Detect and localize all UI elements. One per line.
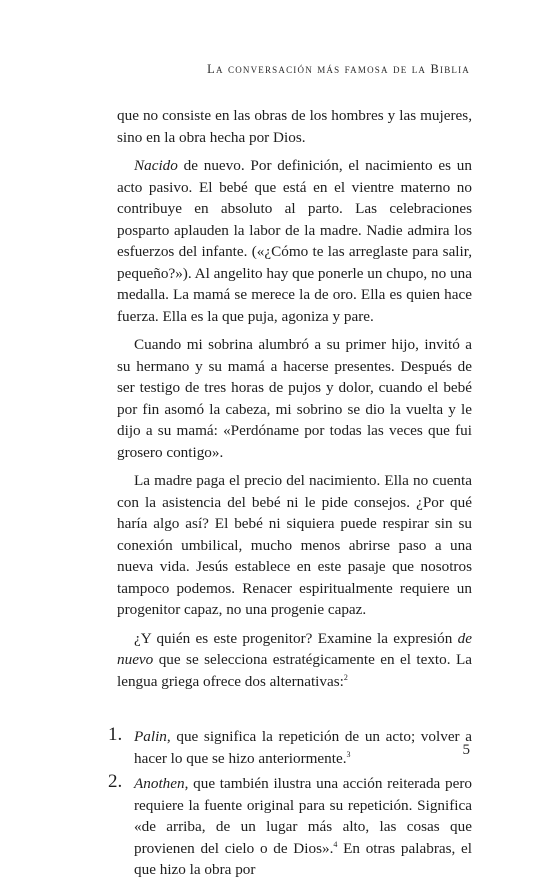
footnote-ref-4: 4 <box>333 839 338 849</box>
paragraph-1: que no consiste en las obras de los hombres y las mujeres, sino en la obra hecha por Dios. <box>117 107 472 146</box>
paragraph-3: Cuando mi sobrina alumbró a su primer hijo, invitó a su hermano y su mamá a hacerse presentes. Después de ser testigo de tres horas de pujos y dolor, cuando el bebé por fin asomó la cabeza, mi sobrino se dio la vuelta y le dijo a su mamá: «Perdóname por todas las veces que fui grosero contigo». <box>117 336 472 461</box>
paragraph-5-text-b: que se selecciona estratégicamente en el texto. La lengua griega ofrece dos alternativas: <box>117 651 472 690</box>
list-item-text: , que también ilustra una acción reiterada pero requiere la fuente original para su repetición. Significa «de arriba, de un lugar más alto, las cosas que provienen del cielo o de Dios». <box>134 775 472 857</box>
footnote-ref-2: 2 <box>343 672 348 682</box>
emphasis-de-nuevo: de nuevo <box>117 629 472 668</box>
list-item-text-cont: En otras palabras, el que hizo la obra por <box>134 839 473 878</box>
list-item-text: , que significa la repetición de un acto; volver a hacer lo que se hizo anteriormente. <box>134 728 472 767</box>
list-number: 2. <box>108 771 123 792</box>
page-number: 5 <box>462 742 470 758</box>
footnote-ref-3: 3 <box>346 749 351 759</box>
term-palin: Palin <box>134 728 167 745</box>
list-item <box>108 724 472 769</box>
list-number: 1. <box>108 724 123 745</box>
paragraph-2 <box>117 155 472 327</box>
body-text <box>108 105 473 885</box>
paragraph-2-text: de nuevo. Por definición, el nacimiento es un acto pasivo. El bebé que está en el vientre materno no contribuye en absoluto al parto. Las celebraciones posparto aplauden la labor de la madre. Nadie admira los esfuerzos del infante. («¿Cómo te las arreglaste para salir, pequeño?»). Al angelito hay que ponerle un chupo, no una medalla. La mamá se merece la de oro. Ella es quien hace fuerza. Ella es la que puja, agoniza y pare. <box>117 157 472 325</box>
paragraph-5-text-a: ¿Y quién es este progenitor? Examine la expresión <box>134 629 458 647</box>
paragraph-5 <box>117 628 472 693</box>
alternatives-list <box>108 724 473 881</box>
emphasis-nacido: Nacido <box>134 157 178 174</box>
list-item <box>108 771 473 881</box>
term-anothen: Anothen <box>134 775 185 792</box>
running-header: La conversación más famosa de la Biblia <box>207 62 470 76</box>
paragraph-4: La madre paga el precio del nacimiento. Ella no cuenta con la asistencia del bebé ni le pide consejos. ¿Por qué haría algo así? El bebé ni siquiera puede respirar sin su conexión umbilical, mucho menos abrirse paso a una nueva vida. Jesús establece en este pasaje que nosotros tampoco podemos. Renacer espiritualmente requiere un progenitor capaz, no una progenie capaz. <box>117 472 472 618</box>
